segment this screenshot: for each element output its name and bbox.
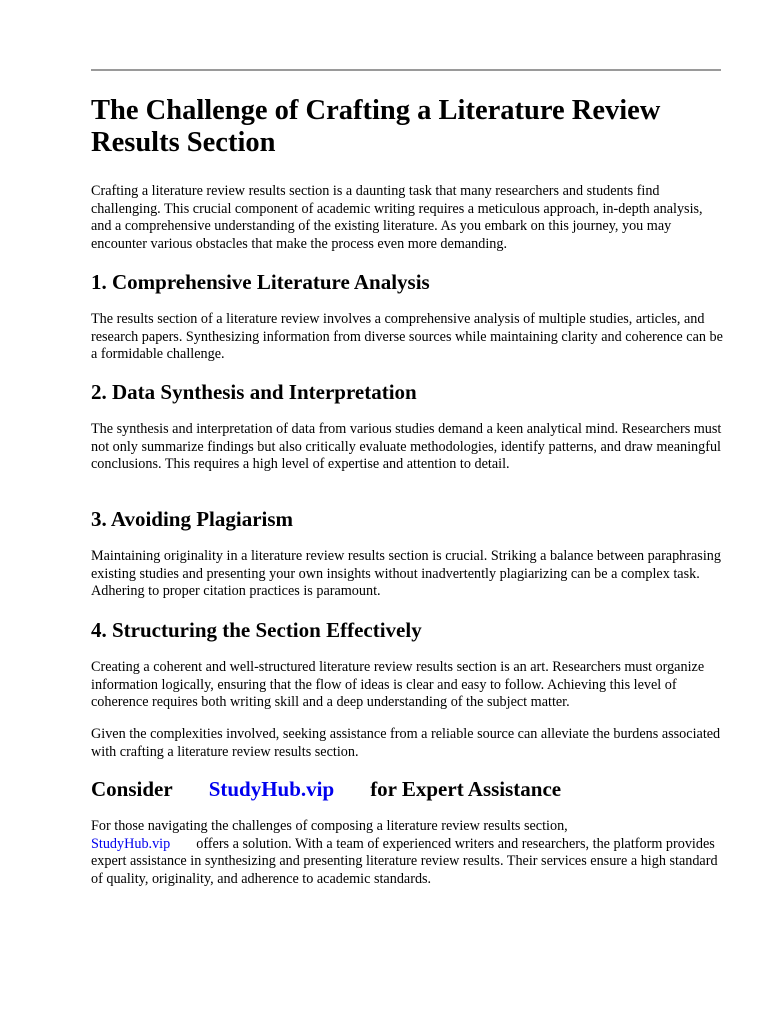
cta-heading-before: Consider bbox=[91, 777, 173, 801]
studyhub-inline-link[interactable]: StudyHub.vip bbox=[91, 835, 171, 852]
section-body-1: The results section of a literature review involves a comprehensive analysis of multiple studies, articles, and research papers. Synthesizing information from diverse sources while maintaining clarity and coherence can be a formidable challenge. bbox=[91, 311, 723, 363]
closing-paragraph bbox=[91, 818, 723, 888]
closing-text-after: offers a solution. With a team of experienced writers and researchers, the platform provides expert assistance in synthesizing and presenting literature review results. Their services ensure a high standard of quality, originality, and adherence to academic standards. bbox=[91, 835, 718, 887]
closing-text-before: For those navigating the challenges of composing a literature review results section, bbox=[91, 818, 568, 834]
studyhub-heading-link[interactable]: StudyHub.vip bbox=[208, 777, 335, 801]
section-body-3: Maintaining originality in a literature review results section is crucial. Striking a balance between paraphrasing existing studies and presenting your own insights without inadvertently plagiarizing can be a complex task. Adhering to proper citation practices is paramount. bbox=[91, 548, 721, 600]
cta-heading bbox=[91, 777, 561, 801]
intro-paragraph: Crafting a literature review results section is a daunting task that many researchers and students find challenging. This crucial component of academic writing requires a meticulous approach, in-depth analysis, and a comprehensive understanding of the existing literature. As you embark on this journey, you may encounter various obstacles that make the process even more demanding. bbox=[91, 183, 703, 252]
cta-heading-after: for Expert Assistance bbox=[370, 777, 562, 801]
page-title: The Challenge of Crafting a Literature Review Results Section bbox=[91, 95, 661, 158]
section-heading-3: 3. Avoiding Plagiarism bbox=[91, 507, 294, 531]
section-heading-2: 2. Data Synthesis and Interpretation bbox=[91, 380, 417, 404]
section-body-4: Creating a coherent and well-structured literature review results section is an art. Researchers must organize information logically, ensuring that the flow of ideas is clear and easy to follow. Achieving this level of coherence requires both writing skill and a deep understanding of the subject matter. bbox=[91, 659, 705, 711]
top-horizontal-rule bbox=[91, 69, 721, 71]
section-body-2: The synthesis and interpretation of data from various studies demand a keen analytical mind. Researchers must not only summarize findings but also critically evaluate methodologies, identify patterns, and draw meaningful conclusions. This requires a high level of expertise and attention to detail. bbox=[91, 421, 722, 473]
transition-paragraph: Given the complexities involved, seeking assistance from a reliable source can alleviate the burdens associated with crafting a literature review results section. bbox=[91, 726, 721, 760]
section-heading-1: 1. Comprehensive Literature Analysis bbox=[91, 270, 430, 294]
section-heading-4: 4. Structuring the Section Effectively bbox=[91, 618, 422, 642]
